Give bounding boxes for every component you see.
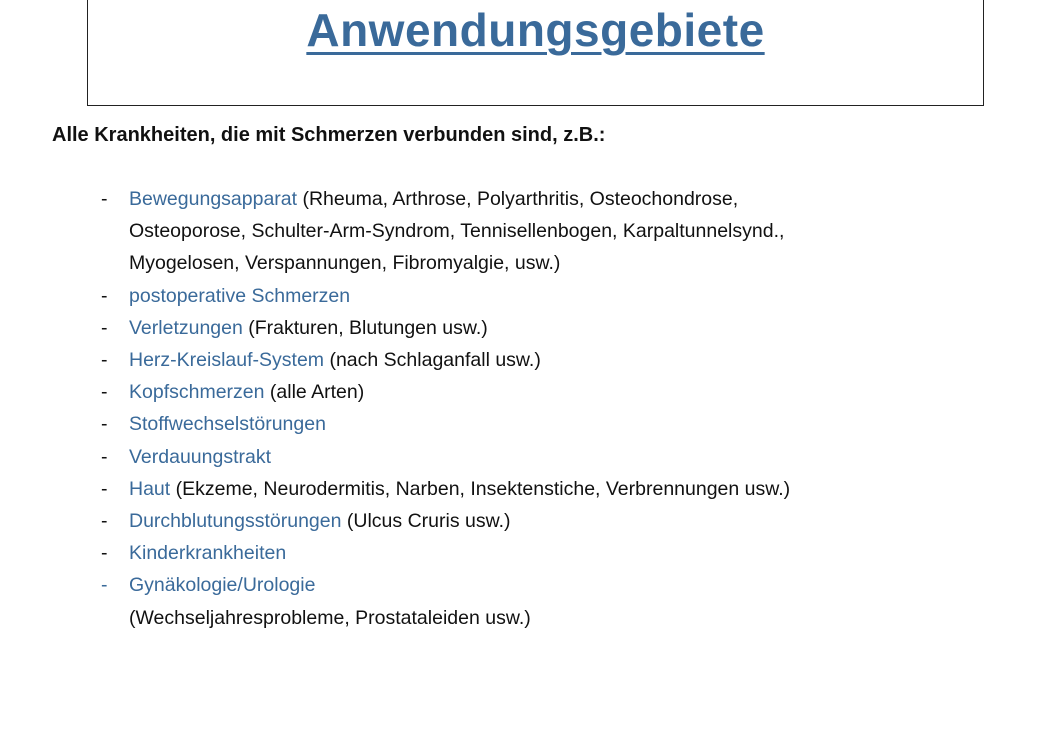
list-item bbox=[101, 280, 790, 312]
title-frame bbox=[87, 0, 984, 106]
bullet-dash: - bbox=[101, 349, 108, 372]
item-term: Kinderkrankheiten bbox=[129, 542, 287, 565]
item-continuation: (Wechseljahresprobleme, Prostataleiden usw.) bbox=[129, 606, 531, 629]
slide-title: Anwendungsgebiete bbox=[306, 4, 765, 56]
item-detail: (alle Arten) bbox=[264, 381, 365, 404]
list-item bbox=[101, 505, 790, 537]
bullet-dash: - bbox=[101, 188, 108, 210]
list-item bbox=[101, 569, 790, 633]
item-term: Haut bbox=[129, 477, 171, 500]
item-detail: (Rheuma, Arthrose, Polyarthritis, Osteochondrose, bbox=[297, 188, 739, 210]
list-item bbox=[101, 441, 790, 473]
item-term: postoperative Schmerzen bbox=[129, 284, 351, 307]
bullet-dash: - bbox=[101, 413, 108, 436]
bullet-dash: - bbox=[101, 542, 108, 565]
item-term: Stoffwechselstörungen bbox=[129, 413, 326, 436]
item-detail: (Ekzeme, Neurodermitis, Narben, Insektenstiche, Verbrennungen usw.) bbox=[170, 477, 791, 500]
item-detail: (nach Schlaganfall usw.) bbox=[324, 349, 541, 372]
application-list bbox=[101, 183, 790, 634]
item-detail: (Frakturen, Blutungen usw.) bbox=[242, 316, 488, 339]
bullet-dash: - bbox=[101, 477, 108, 500]
item-term: Kopfschmerzen bbox=[129, 381, 265, 404]
bullet-dash: - bbox=[101, 574, 108, 597]
list-item bbox=[101, 376, 790, 408]
list-item bbox=[101, 473, 790, 505]
bullet-dash: - bbox=[101, 510, 108, 533]
item-detail: (Ulcus Cruris usw.) bbox=[341, 510, 511, 533]
bullet-dash: - bbox=[101, 381, 108, 404]
item-term: Gynäkologie/Urologie bbox=[129, 574, 316, 597]
list-item bbox=[101, 183, 790, 280]
item-term: Verdauungstrakt bbox=[129, 445, 272, 468]
item-term: Herz-Kreislauf-System bbox=[129, 349, 325, 372]
bullet-dash: - bbox=[101, 445, 108, 468]
list-item bbox=[101, 312, 790, 344]
item-continuation: Osteoporose, Schulter-Arm-Syndrom, Tennisellenbogen, Karpaltunnelsynd., bbox=[129, 220, 785, 243]
list-item bbox=[101, 408, 790, 440]
item-term: Verletzungen bbox=[129, 316, 243, 339]
item-term: Durchblutungsstörungen bbox=[129, 510, 342, 533]
list-item bbox=[101, 344, 790, 376]
bullet-dash: - bbox=[101, 316, 108, 339]
bullet-dash: - bbox=[101, 284, 108, 307]
item-term: Bewegungsapparat bbox=[129, 188, 298, 210]
item-continuation: Myogelosen, Verspannungen, Fibromyalgie, usw.) bbox=[129, 252, 561, 275]
list-item bbox=[101, 537, 790, 569]
intro-text: Alle Krankheiten, die mit Schmerzen verbunden sind, z.B.: bbox=[52, 124, 606, 146]
